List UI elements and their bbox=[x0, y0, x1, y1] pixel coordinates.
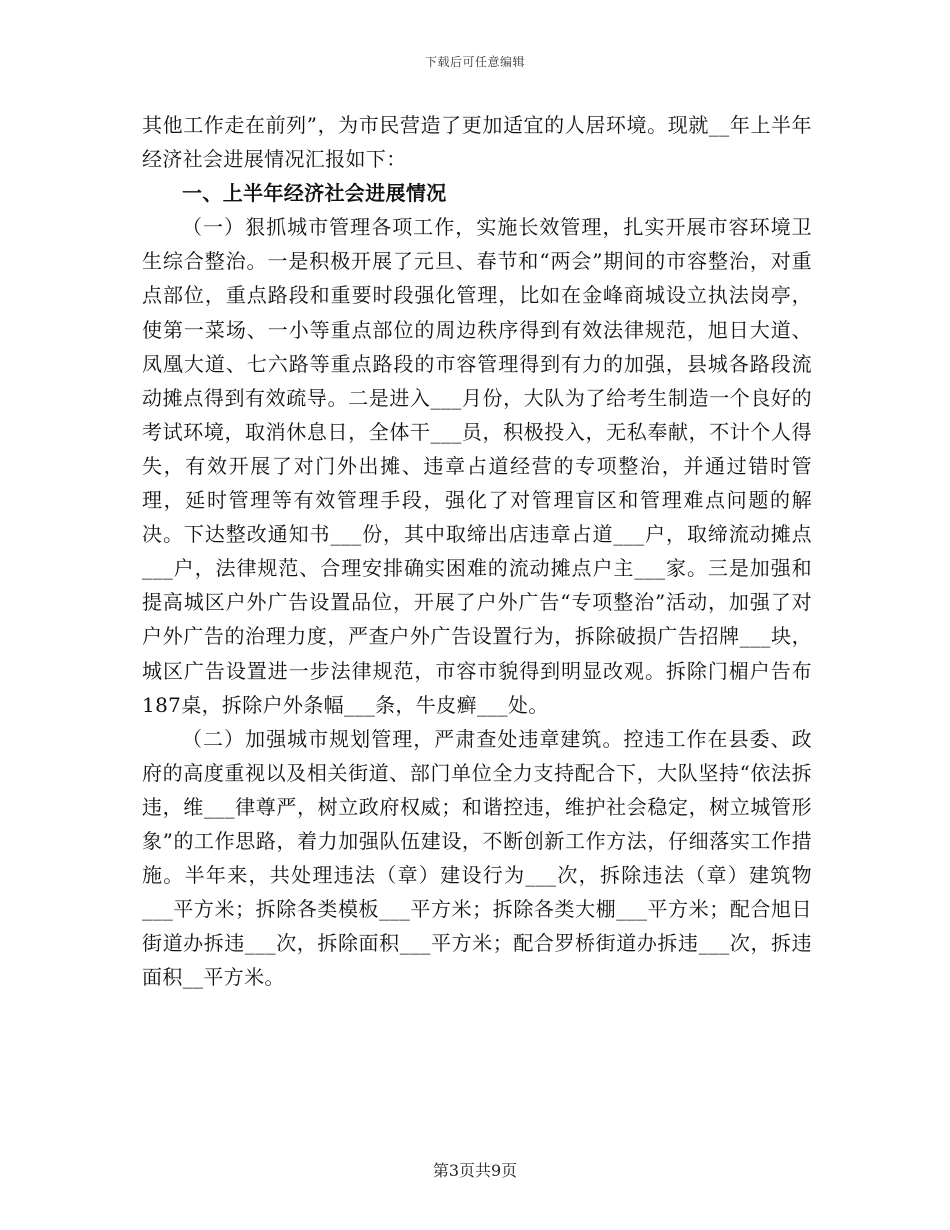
page-header: 下载后可任意编辑 bbox=[424, 55, 525, 69]
paragraph-planning-management: （二）加强城市规划管理，严肃查处违章建筑。控违工作在县委、政府的高度重视以及相关街道、部门单位全力支持配合下，大队坚持“依法拆违，维___律尊严，树立政府权威；和谐控违，维护社会稳定，树立城管形象”的工作思路，着力加强队伍建设，不断创新工作方法，仔细落实工作措施。半年来，共处理违法（章）建设行为___次，拆除违法（章）建筑物___平方米；拆除各类模板___平方米；拆除各类大棚___平方米；配合旭日街道办拆违___次，拆除面积___平方米；配合罗桥街道办拆违___次，拆违面积__平方米。 bbox=[142, 726, 812, 990]
document-body bbox=[142, 108, 812, 994]
section-heading: 一、上半年经济社会进展情况 bbox=[182, 181, 447, 206]
paragraph-continuation: 其他工作走在前列”，为市民营造了更加适宜的人居环境。现就__年上半年经济社会进展情况汇报如下： bbox=[142, 113, 812, 172]
paragraph-city-management: （一）狠抓城市管理各项工作，实施长效管理，扎实开展市容环境卫生综合整治。一是积极开展了元旦、春节和“两会”期间的市容整治，对重点部位，重点路段和重要时段强化管理，比如在金峰商城设立执法岗亭，使第一菜场、一小等重点部位的周边秩序得到有效法律规范，旭日大道、凤凰大道、七六路等重点路段的市容管理得到有力的加强，县城各路段流动摊点得到有效疏导。二是进入___月份，大队为了给考生制造一个良好的考试环境，取消休息日，全体干___员，积极投入，无私奉献，不计个人得失，有效开展了对门外出摊、违章占道经营的专项整治，并通过错时管理，延时管理等有效管理手段，强化了对管理盲区和管理难点问题的解决。下达整改通知书___份，其中取缔出店违章占道___户，取缔流动摊点___户，法律规范、合理安排确实困难的流动摊点户主___家。三是加强和提高城区户外广告设置品位，开展了户外广告“专项整治”活动，加强了对户外广告的治理力度，严查户外广告设置行为，拆除破损广告招牌___块，城区广告设置进一步法律规范，市容市貌得到明显改观。拆除门楣户告布187桌，拆除户外条幅___条，牛皮癣___处。 bbox=[142, 215, 812, 717]
page-number: 第3页共9页 bbox=[432, 1161, 518, 1180]
